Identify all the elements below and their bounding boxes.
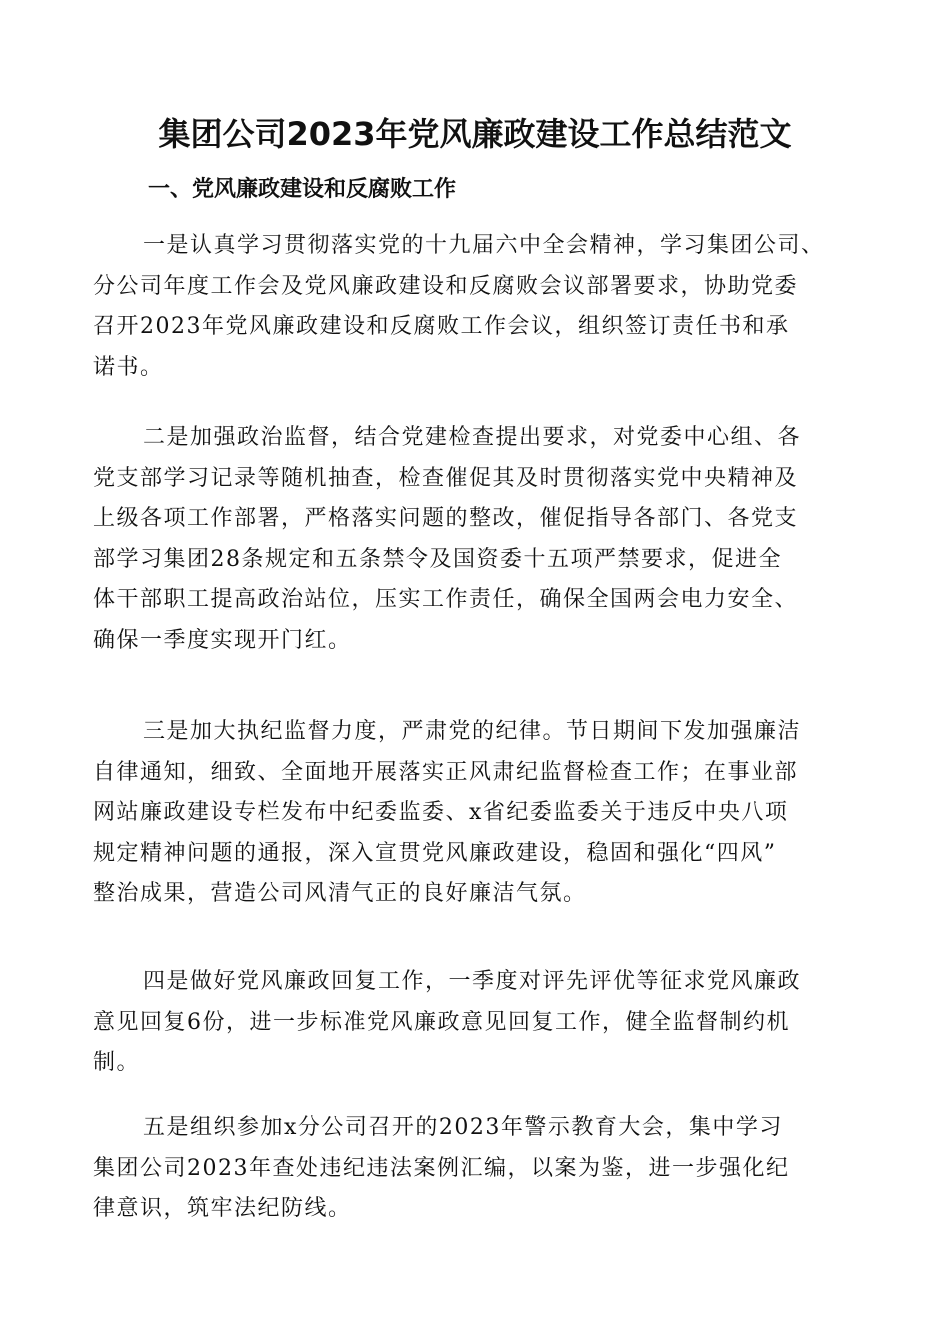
paragraph-line: 律意识，筑牢法纪防线。 <box>93 1196 352 1221</box>
paragraph-line: 诺书。 <box>93 354 164 380</box>
paragraph-1 <box>93 226 863 388</box>
paragraph-line: 制。 <box>93 1050 141 1075</box>
paragraph-line: 集团公司2023年查处违纪违法案例汇编，以案为鉴，进一步强化纪 <box>93 1155 790 1181</box>
paragraph-line: 五是组织参加x分公司召开的2023年警示教育大会，集中学习 <box>143 1115 783 1140</box>
paragraph-line: 三是加大执纪监督力度，严肃党的纪律。节日期间下发加强廉洁 <box>143 719 802 744</box>
paragraph-4 <box>93 962 863 1084</box>
paragraph-line: 党支部学习记录等随机抽查，检查催促其及时贯彻落实党中央精神及 <box>93 465 799 491</box>
paragraph-line: 一是认真学习贯彻落实党的十九届六中全会精神，学习集团公司、 <box>143 233 825 258</box>
section-heading: 一、党风廉政建设和反腐败工作 <box>148 177 457 202</box>
paragraph-3 <box>93 712 863 915</box>
paragraph-line: 体干部职工提高政治站位，压实工作责任，确保全国两会电力安全、 <box>93 587 799 612</box>
paragraph-line: 网站廉政建设专栏发布中纪委监委、x省纪委监委关于违反中央八项 <box>93 800 789 825</box>
paragraph-line: 确保一季度实现开门红。 <box>93 627 352 653</box>
paragraph-2 <box>93 418 863 661</box>
paragraph-line: 四是做好党风廉政回复工作，一季度对评先评优等征求党风廉政 <box>143 969 802 994</box>
paragraph-line: 整治成果，营造公司风清气正的良好廉洁气氛。 <box>93 881 587 906</box>
paragraph-5 <box>93 1108 863 1230</box>
paragraph-line: 召开2023年党风廉政建设和反腐败工作会议，组织签订责任书和承 <box>93 314 790 339</box>
paragraph-line: 规定精神问题的通报，深入宣贯党风廉政建设，稳固和强化“四风” <box>93 840 777 866</box>
paragraph-line: 意见回复6份，进一步标准党风廉政意见回复工作，健全监督制约机 <box>93 1009 790 1035</box>
paragraph-line: 部学习集团28条规定和五条禁令及国资委十五项严禁要求，促进全 <box>93 546 782 572</box>
paragraph-line: 分公司年度工作会及党风廉政建设和反腐败会议部署要求，协助党委 <box>93 273 799 299</box>
document-title: 集团公司2023年党风廉政建设工作总结范文 <box>158 115 792 153</box>
paragraph-line: 二是加强政治监督，结合党建检查提出要求，对党委中心组、各 <box>143 425 802 450</box>
paragraph-line: 自律通知，细致、全面地开展落实正风肃纪监督检查工作；在事业部 <box>93 759 799 785</box>
paragraph-line: 上级各项工作部署，严格落实问题的整改，催促指导各部门、各党支 <box>93 506 799 531</box>
